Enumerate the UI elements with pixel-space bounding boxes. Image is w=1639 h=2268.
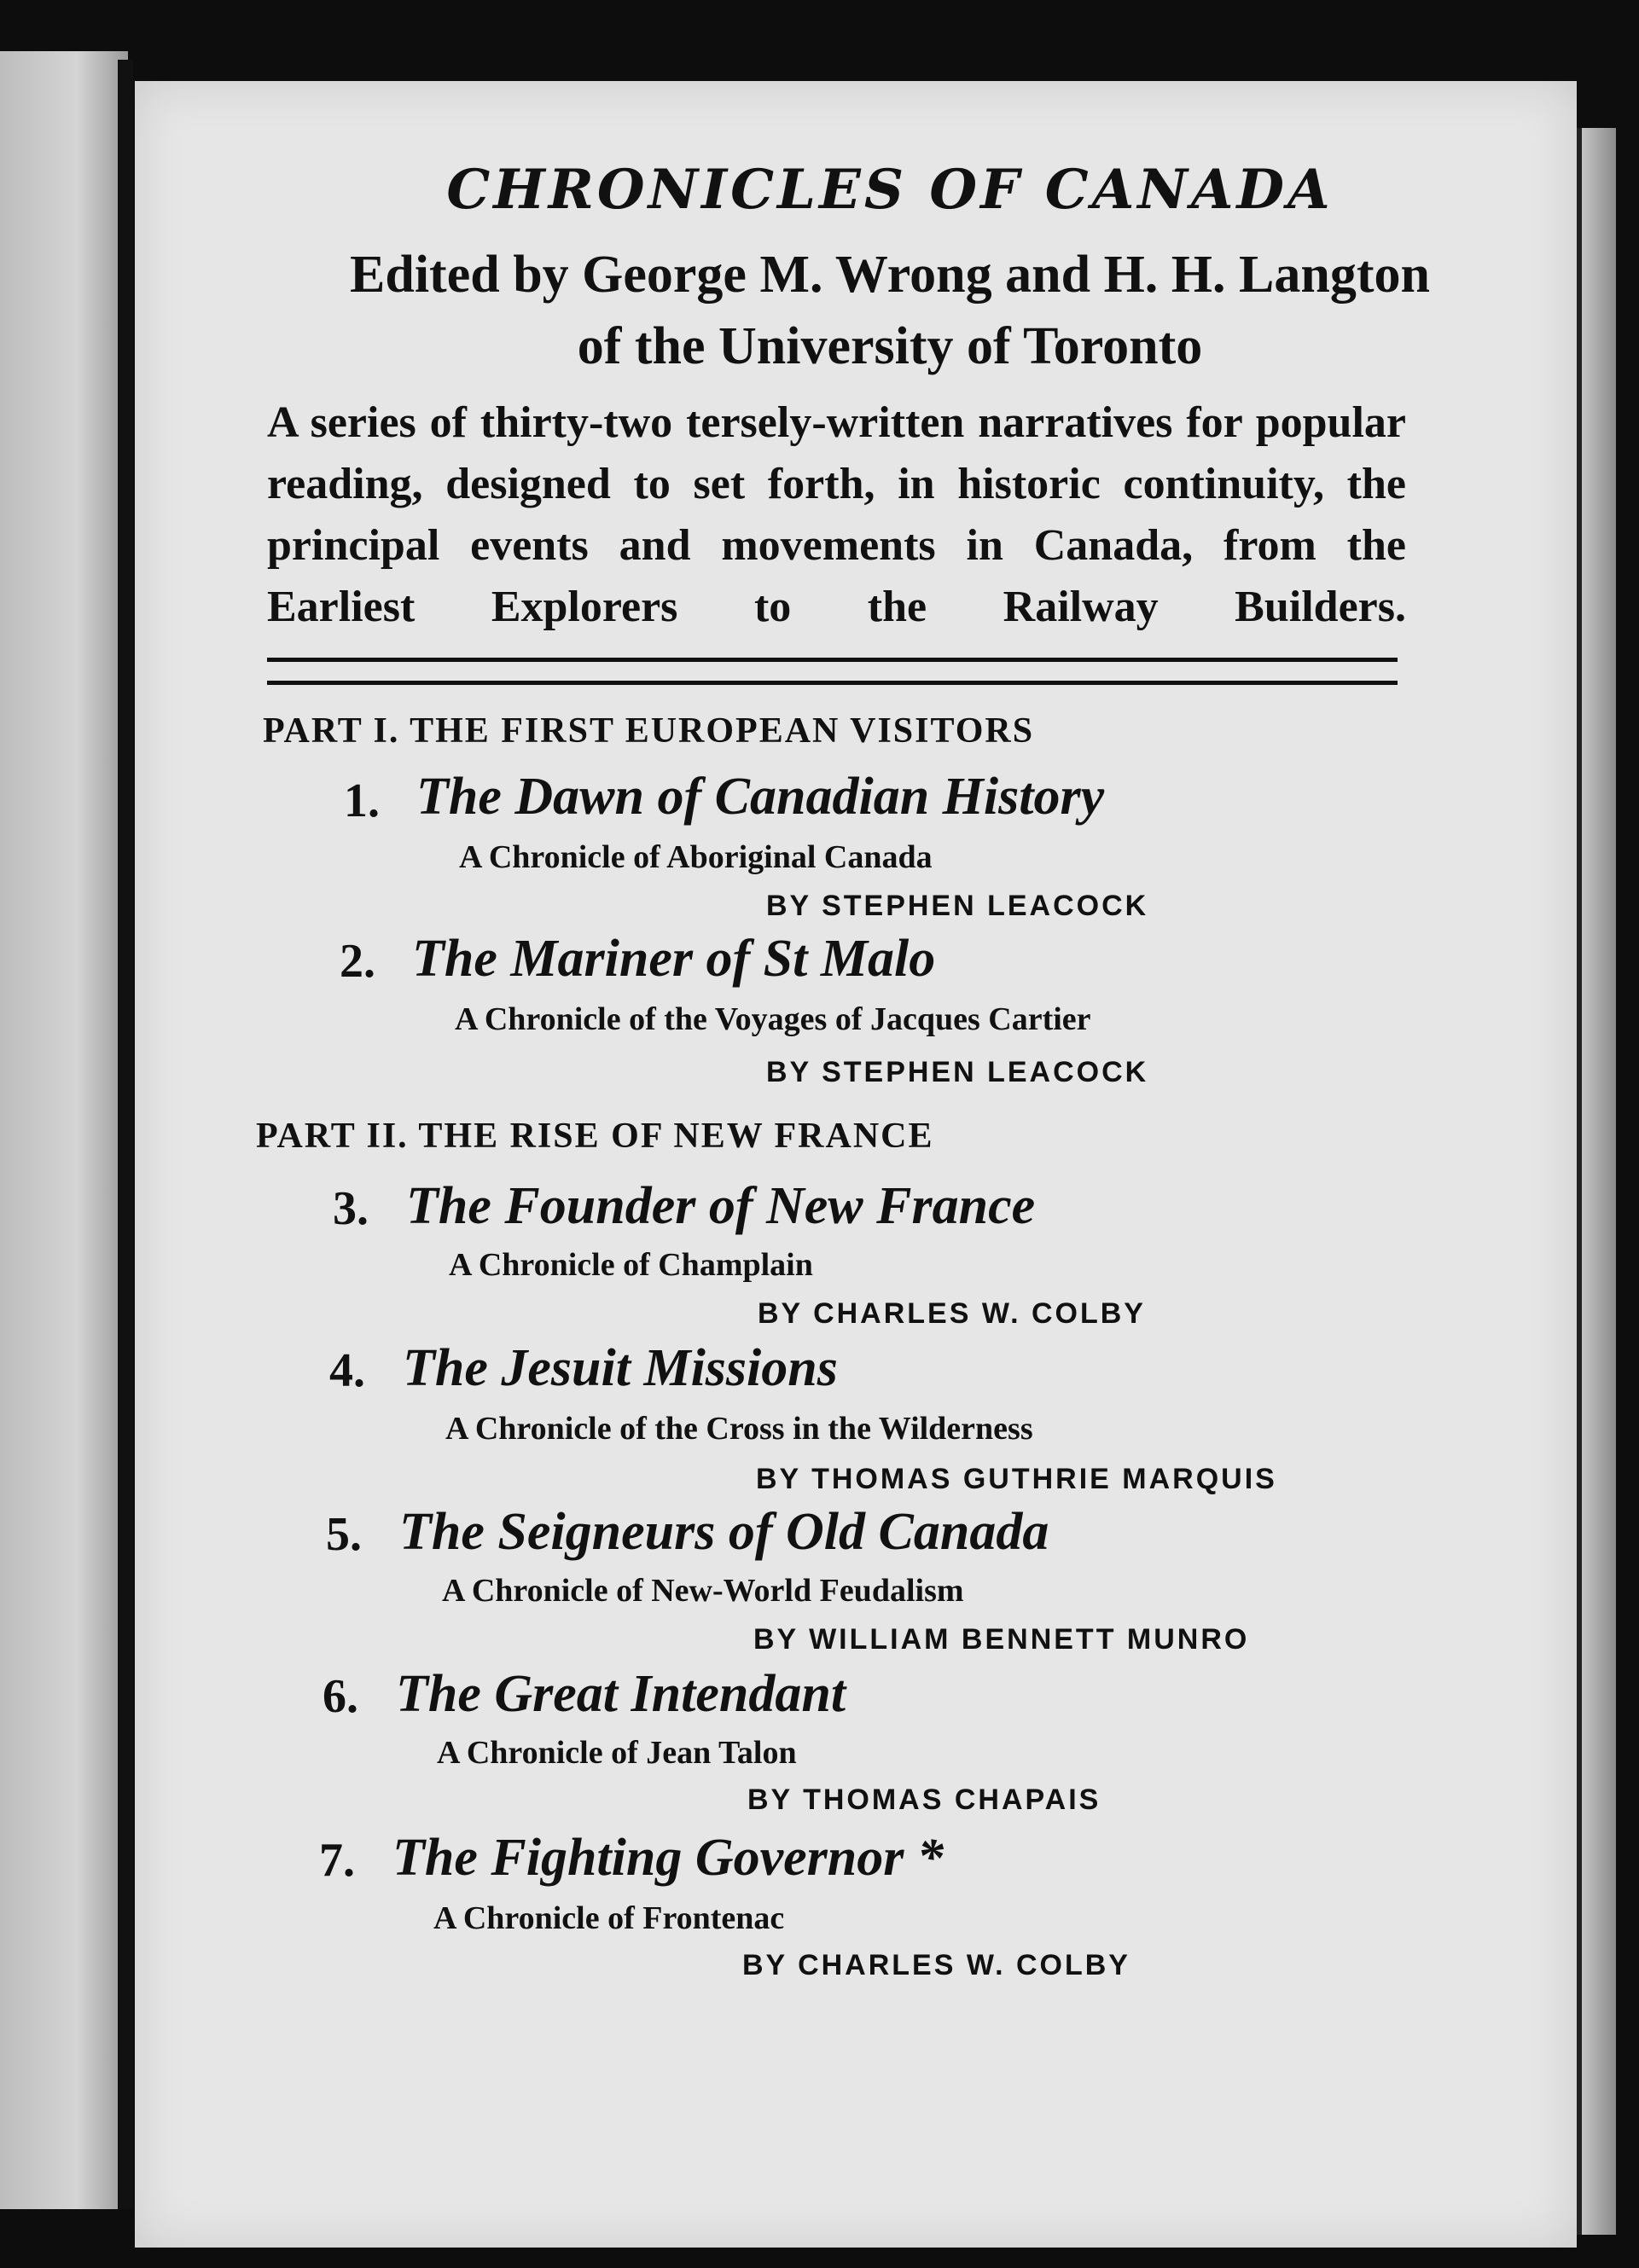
entry-author: BY CHARLES W. COLBY [742,1949,1130,1981]
series-description: A series of thirty-two tersely-written narratives for popular reading, designed to set forth, in historic continuity, the principal events and movements in Canada, from the Earliest Explorers to the Railway Builders. [267,398,1406,631]
affiliation-line: of the University of Toronto [577,317,1203,375]
editors-block [135,239,1577,382]
entry-subtitle: A Chronicle of the Cross in the Wilderness [445,1411,1033,1447]
entry-subtitle: A Chronicle of Champlain [449,1247,813,1283]
part-heading: PART I. THE FIRST EUROPEAN VISITORS [263,711,1035,751]
entry-author: BY THOMAS GUTHRIE MARQUIS [756,1463,1277,1495]
entry-number: 2. [340,935,375,988]
entry-title: The Seigneurs of Old Canada [399,1503,1049,1561]
page-stack-edge [1577,128,1616,2235]
entry-number: 7. [319,1834,355,1887]
entry-title: The Fighting Governor * [392,1829,944,1887]
entry-number: 4. [329,1344,365,1397]
entry-title: The Great Intendant [396,1665,846,1723]
entry-author: BY STEPHEN LEACOCK [766,890,1149,922]
entry-title: The Dawn of Canadian History [416,768,1105,826]
entry-number: 1. [344,774,380,827]
editors-line: Edited by George M. Wrong and H. H. Langton [349,246,1430,304]
entry-title: The Mariner of St Malo [412,930,936,988]
entry-subtitle: A Chronicle of the Voyages of Jacques Cartier [455,1001,1091,1037]
part-heading: PART II. THE RISE OF NEW FRANCE [256,1117,934,1156]
entry-author: BY THOMAS CHAPAIS [747,1784,1101,1816]
entry-author: BY CHARLES W. COLBY [758,1297,1146,1330]
entry-number: 3. [333,1182,369,1235]
entry-number: 5. [326,1508,362,1561]
entry-title: The Jesuit Missions [403,1339,838,1397]
entry-author: BY STEPHEN LEACOCK [766,1056,1149,1088]
entry-author: BY WILLIAM BENNETT MUNRO [753,1623,1250,1656]
entry-subtitle: A Chronicle of Aboriginal Canada [459,839,933,875]
book-gutter [118,60,133,2209]
double-rule-divider [267,658,1398,685]
book-page [135,81,1577,2248]
series-title: CHRONICLES OF CANADA [446,158,1334,222]
entry-subtitle: A Chronicle of Jean Talon [437,1735,797,1771]
facing-page-edge [0,51,128,2209]
entry-number: 6. [323,1670,358,1723]
entry-subtitle: A Chronicle of New-World Feudalism [442,1573,964,1609]
entry-title: The Founder of New France [406,1177,1036,1235]
entry-subtitle: A Chronicle of Frontenac [433,1900,785,1936]
